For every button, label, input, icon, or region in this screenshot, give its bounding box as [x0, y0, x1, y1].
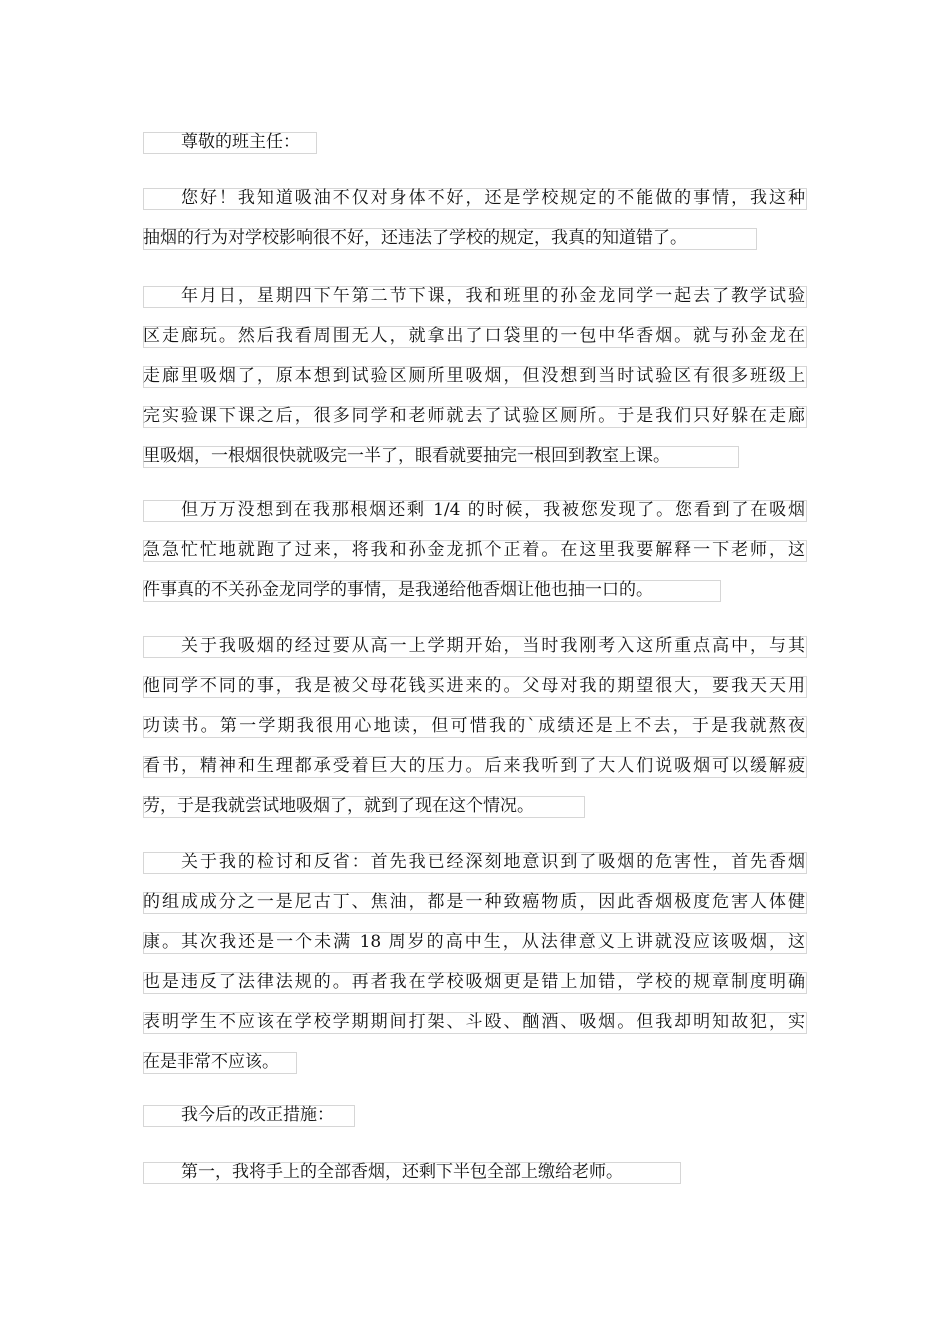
- paragraph-5: [143, 846, 807, 1086]
- paragraph-line: 的组成成分之一是尼古丁、焦油，都是一种致癌物质，因此香烟极度危害人体健: [143, 892, 805, 912]
- measures-heading-block: [143, 1099, 807, 1139]
- paragraph-line: 区走廊玩。然后我看周围无人，就拿出了口袋里的一包中华香烟。就与孙金龙在: [143, 326, 805, 346]
- paragraph-line: 关于我的检讨和反省：首先我已经深刻地意识到了吸烟的危害性，首先香烟: [181, 852, 805, 872]
- paragraph-line: 看书，精神和生理都承受着巨大的压力。后来我听到了大人们说吸烟可以缓解疲: [143, 756, 805, 776]
- measure-1: 第一，我将手上的全部香烟，还剩下半包全部上缴给老师。: [181, 1162, 623, 1182]
- paragraph-1: [143, 182, 807, 262]
- paragraph-line: 里吸烟，一根烟很快就吸完一半了，眼看就要抽完一根回到教室上课。: [143, 446, 670, 466]
- paragraph-line: 急急忙忙地就跑了过来，将我和孙金龙抓个正着。在这里我要解释一下老师，这: [143, 540, 805, 560]
- paragraph-line: 他同学不同的事，我是被父母花钱买进来的。父母对我的期望很大，要我天天用: [143, 676, 805, 696]
- paragraph-line: 件事真的不关孙金龙同学的事情，是我递给他香烟让他也抽一口的。: [143, 580, 653, 600]
- salutation: 尊敬的班主任：: [181, 132, 300, 152]
- salutation-block: [143, 126, 807, 166]
- paragraph-line: 年月日，星期四下午第二节下课，我和班里的孙金龙同学一起去了教学试验: [181, 286, 805, 306]
- paragraph-line: 完实验课下课之后，很多同学和老师就去了试验区厕所。于是我们只好躲在走廊: [143, 406, 805, 426]
- paragraph-3: [143, 494, 807, 614]
- paragraph-line: 功读书。第一学期我很用心地读，但可惜我的`成绩还是上不去，于是我就熬夜: [143, 716, 805, 736]
- paragraph-4: [143, 630, 807, 830]
- paragraph-line: 关于我吸烟的经过要从高一上学期开始，当时我刚考入这所重点高中，与其: [181, 636, 805, 656]
- paragraph-line: 抽烟的行为对学校影响很不好，还违法了学校的规定，我真的知道错了。: [143, 228, 687, 248]
- paragraph-line: 也是违反了法律法规的。再者我在学校吸烟更是错上加错，学校的规章制度明确: [143, 972, 805, 992]
- measures-heading: 我今后的改正措施：: [181, 1105, 334, 1125]
- paragraph-line: 康。其次我还是一个未满 18 周岁的高中生，从法律意义上讲就没应该吸烟，这: [143, 932, 805, 952]
- paragraph-2: [143, 280, 807, 480]
- paragraph-line: 您好！我知道吸油不仅对身体不好，还是学校规定的不能做的事情，我这种: [181, 188, 805, 208]
- paragraph-line: 表明学生不应该在学校学期期间打架、斗殴、酗酒、吸烟。但我却明知故犯，实: [143, 1012, 805, 1032]
- paragraph-line: 但万万没想到在我那根烟还剩 1/4 的时候，我被您发现了。您看到了在吸烟: [181, 500, 805, 520]
- paragraph-line: 劳，于是我就尝试地吸烟了，就到了现在这个情况。: [143, 796, 534, 816]
- measure-1-block: [143, 1156, 807, 1196]
- paragraph-line: 在是非常不应该。: [143, 1052, 279, 1072]
- paragraph-line: 走廊里吸烟了，原本想到试验区厕所里吸烟，但没想到当时试验区有很多班级上: [143, 366, 805, 386]
